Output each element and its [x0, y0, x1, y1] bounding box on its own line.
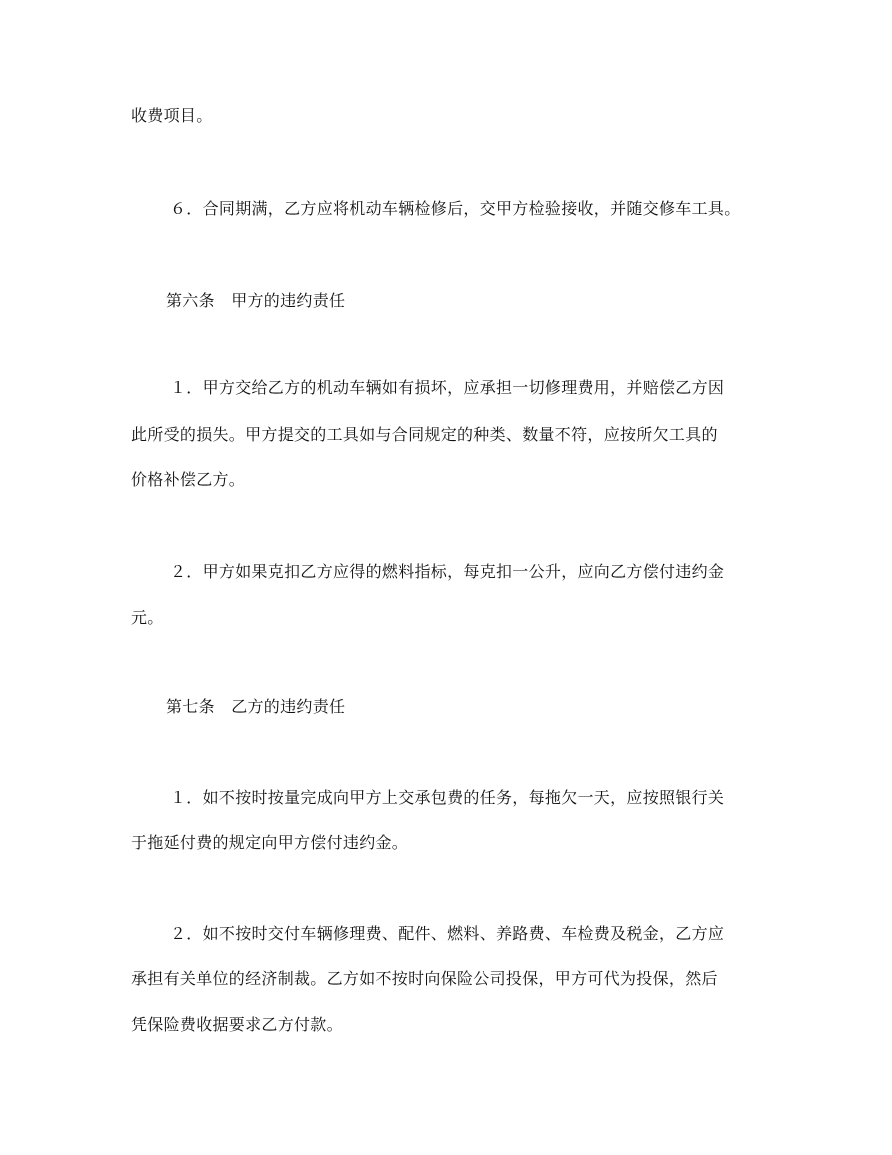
- text-line: 价格补偿乙方。: [131, 470, 246, 489]
- section-heading: 第七条 乙方的违约责任: [166, 697, 346, 716]
- clause-item: １．甲方交给乙方的机动车辆如有损坏，应承担一切修理费用，并赔偿乙方因: [170, 378, 725, 397]
- text-line: 凭保险费收据要求乙方付款。: [131, 1015, 343, 1034]
- clause-item: ２．如不按时交付车辆修理费、配件、燃料、养路费、车检费及税金，乙方应: [170, 924, 725, 943]
- text-line: 元。: [131, 608, 164, 627]
- text-line: 于拖延付费的规定向甲方偿付违约金。: [131, 833, 409, 852]
- section-heading: 第六条 甲方的违约责任: [166, 291, 346, 310]
- text-line: 收费项目。: [131, 106, 213, 125]
- clause-item: ２．甲方如果克扣乙方应得的燃料指标，每克扣一公升，应向乙方偿付违约金: [170, 562, 725, 581]
- clause-item: １．如不按时按量完成向甲方上交承包费的任务，每拖欠一天，应按照银行关: [170, 788, 725, 807]
- clause-item: ６．合同期满，乙方应将机动车辆检修后，交甲方检验接收，并随交修车工具。: [170, 199, 741, 218]
- text-line: 承担有关单位的经济制裁。乙方如不按时向保险公司投保，甲方可代为投保，然后: [131, 969, 718, 988]
- text-line: 此所受的损失。甲方提交的工具如与合同规定的种类、数量不符，应按所欠工具的: [131, 425, 718, 444]
